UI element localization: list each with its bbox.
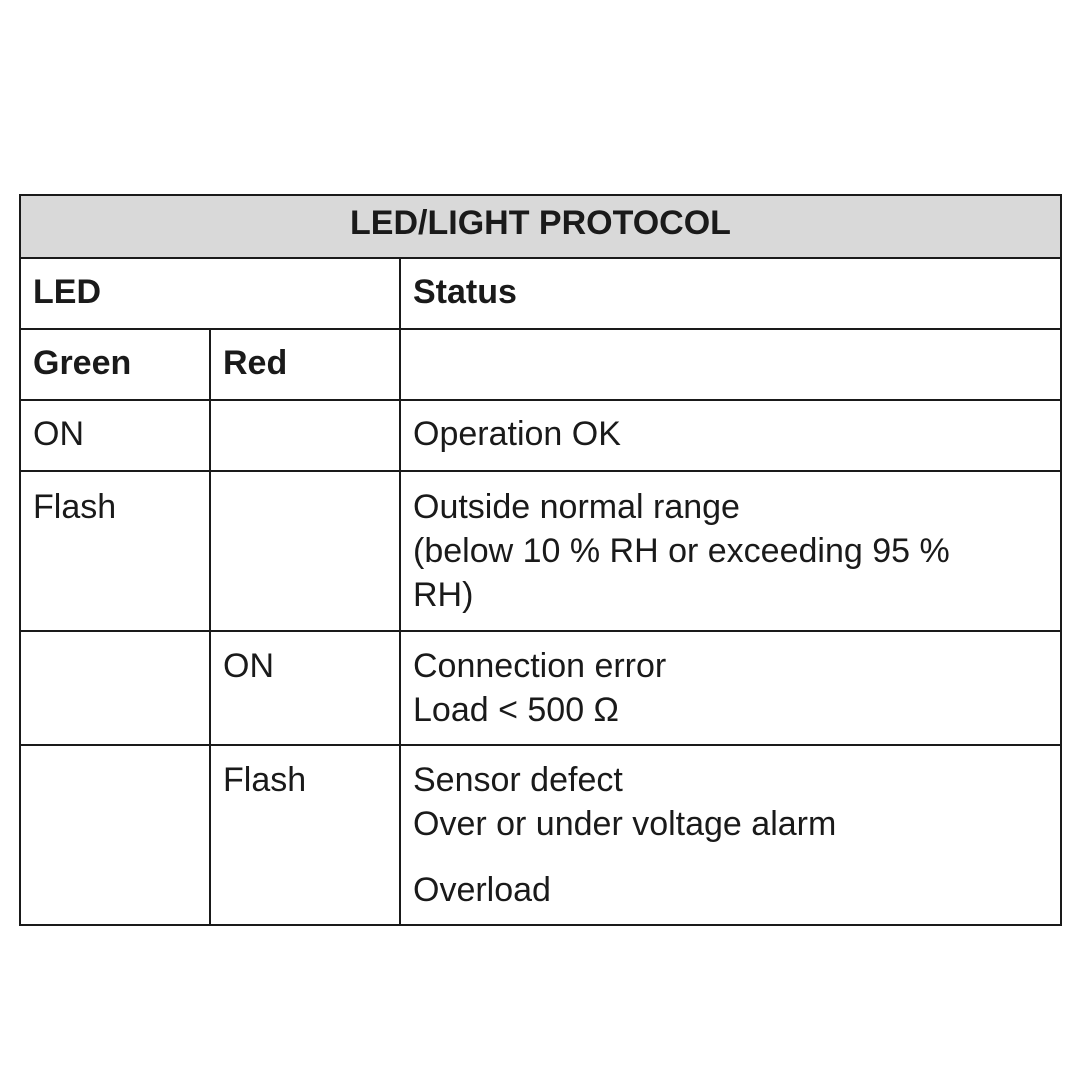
header-status-empty — [400, 329, 1061, 400]
led-light-protocol-table — [19, 194, 1062, 926]
cell-green — [20, 631, 210, 745]
cell-red: ON — [210, 631, 400, 745]
status-line: (below 10 % RH or exceeding 95 % — [413, 532, 950, 570]
status-line: Outside normal range — [413, 488, 740, 526]
table-row — [20, 745, 1061, 925]
table-title: LED/LIGHT PROTOCOL — [20, 195, 1061, 258]
cell-status — [400, 631, 1061, 745]
header-led: LED — [20, 258, 400, 329]
status-line: Over or under voltage alarm — [413, 805, 837, 843]
status-line: Overload — [413, 871, 551, 909]
status-line: Load < 500 Ω — [413, 691, 619, 729]
cell-red: Flash — [210, 745, 400, 925]
header-status: Status — [400, 258, 1061, 329]
cell-red — [210, 400, 400, 471]
table-header-row — [20, 258, 1061, 329]
status-line: Operation OK — [413, 415, 621, 453]
cell-red — [210, 471, 400, 631]
status-line: RH) — [413, 576, 474, 614]
cell-green: ON — [20, 400, 210, 471]
status-line: Connection error — [413, 647, 667, 685]
table-subheader-row — [20, 329, 1061, 400]
cell-green: Flash — [20, 471, 210, 631]
cell-status — [400, 400, 1061, 471]
table-row — [20, 471, 1061, 631]
cell-green — [20, 745, 210, 925]
status-line: Sensor defect — [413, 761, 623, 799]
table-row — [20, 400, 1061, 471]
cell-status — [400, 745, 1061, 925]
cell-status — [400, 471, 1061, 631]
table-row — [20, 631, 1061, 745]
table-title-row — [20, 195, 1061, 258]
header-green: Green — [20, 329, 210, 400]
header-red: Red — [210, 329, 400, 400]
